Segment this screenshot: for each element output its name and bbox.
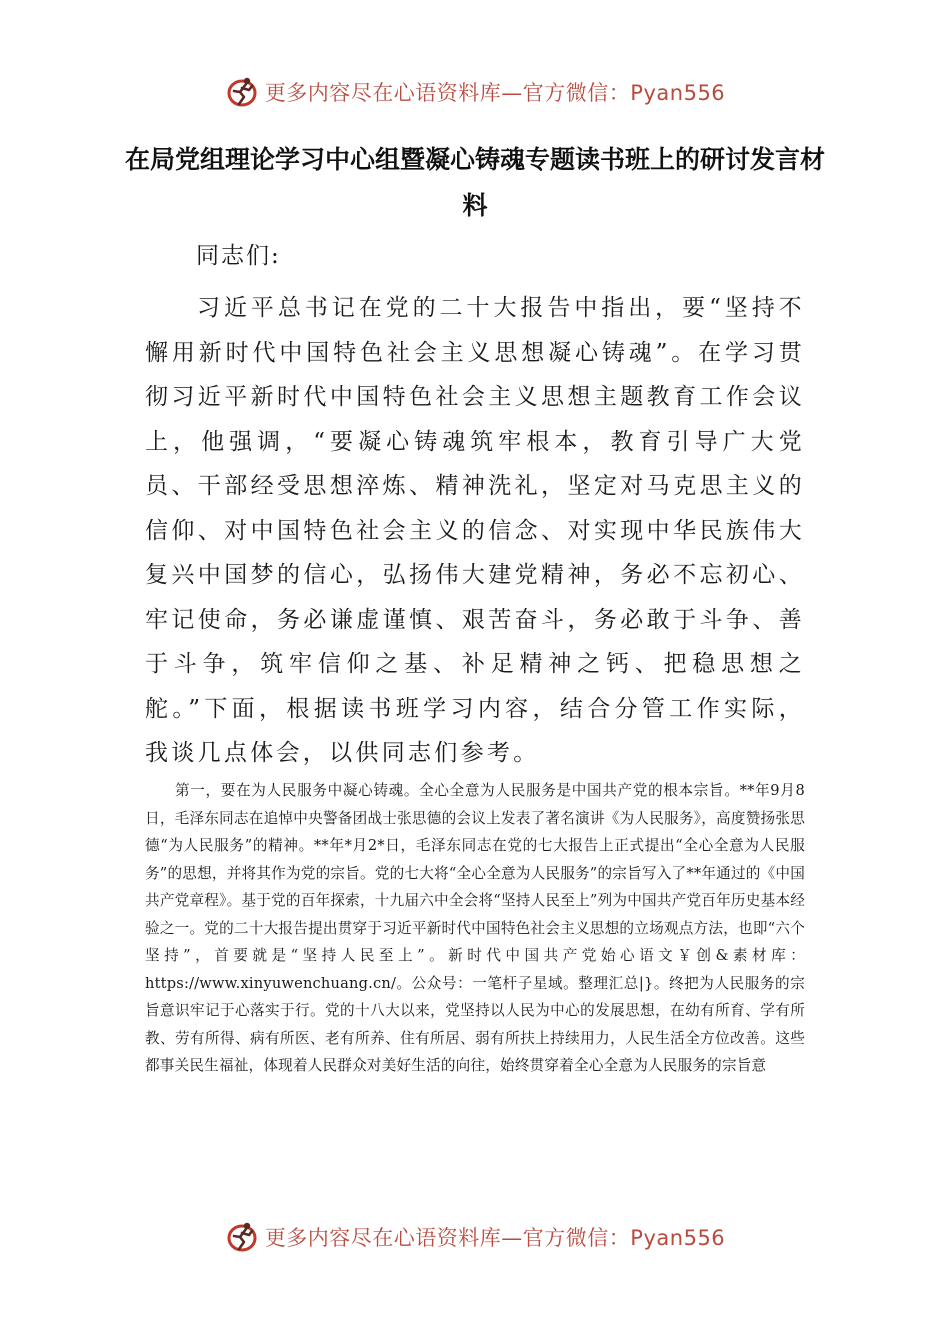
header-watermark-banner <box>0 72 950 112</box>
watermark-text: 更多内容尽在心语资料库—官方微信：Pyan556 <box>264 81 726 105</box>
document-title: 在局党组理论学习中心组暨凝心铸魂专题读书班上的研讨发言材料 <box>124 145 825 220</box>
footer-watermark-banner <box>0 1217 950 1257</box>
running-figure-logo-icon <box>225 1219 261 1255</box>
point-one-paragraph: 第一，要在为人民服务中凝心铸魂。全心全意为人民服务是中国共产党的根本宗旨。**年9月8日，毛泽东同志在追悼中央警备团战士张思德的会议上发表了著名演讲《为人民服务》，高度赞扬张思德“为人民服务”的精神。**年*月2*日，毛泽东同志在党的七大报告上正式提出“全心全意为人民服务”的思想，并将其作为党的宗旨。党的七大将“全心全意为人民服务”的宗旨写入了**年通过的《中国共产党章程》。基于党的百年探索，十九届六中全会将“坚持人民至上”列为中国共产党百年历史基本经验之一。党的二十大报告提出贯穿于习近平新时代中国特色社会主义思想的立场观点方法，也即“六个坚持”，首要就是“坚持人民至上”。新时代中国共产党始心语文￥创&素材库：https://www.xinyuwenchuang.cn/。公众号：一笔杆子星域。整理汇总|}。终把为人民服务的宗旨意识牢记于心落实于行。党的十八大以来，党坚持以人民为中心的发展思想，在幼有所育、学有所教、劳有所得、病有所医、老有所养、住有所居、弱有所扶上持续用力，人民生活全方位改善。这些都事关民生福祉，体现着人民群众对美好生活的向往，始终贯穿着全心全意为人民服务的宗旨意 <box>145 782 805 1074</box>
intro-paragraph: 习近平总书记在党的二十大报告中指出，要“坚持不懈用新时代中国特色社会主义思想凝心铸魂”。在学习贯彻习近平新时代中国特色社会主义思想主题教育工作会议上，他强调，“要凝心铸魂筑牢根本，教育引导广大党员、干部经受思想淬炼、精神洗礼，坚定对马克思主义的信仰、对中国特色社会主义的信念、对实现中华民族伟大复兴中国梦的信心，弘扬伟大建党精神，务必不忘初心、牢记使命，务必谦虚谨慎、艰苦奋斗，务必敢于斗争、善于斗争，筑牢信仰之基、补足精神之钙、把稳思想之舵。”下面，根据读书班学习内容，结合分管工作实际，我谈几点体会，以供同志们参考。 <box>145 295 805 766</box>
watermark-text: 更多内容尽在心语资料库—官方微信：Pyan556 <box>264 1226 726 1250</box>
salutation: 同志们: <box>196 243 281 269</box>
running-figure-logo-icon <box>225 74 261 110</box>
